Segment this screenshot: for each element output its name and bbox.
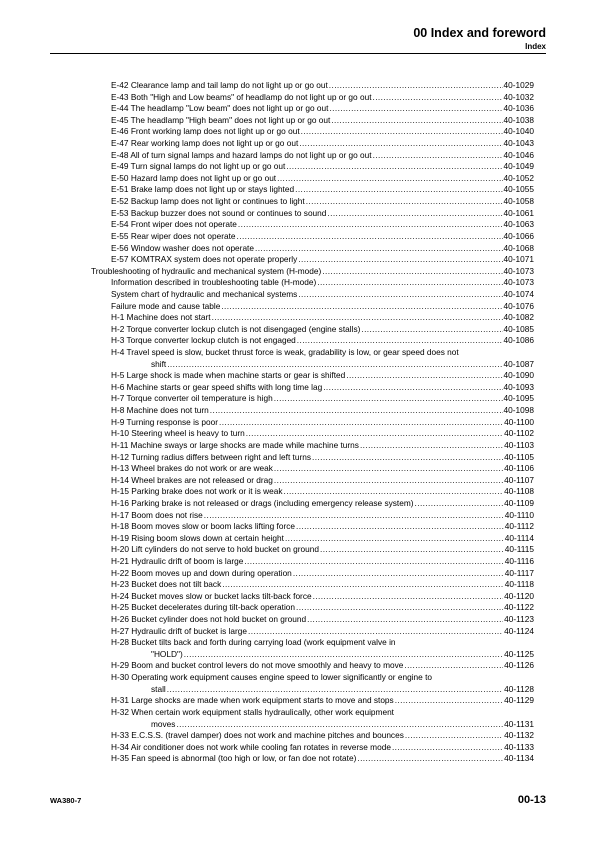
dot-leader (296, 521, 504, 533)
entry-title: E-44 The headlamp "Low beam" does not light up or go out (111, 103, 329, 114)
entry-title: H-1 Machine does not start (111, 312, 211, 323)
entry-page: 40-1040 (503, 126, 534, 137)
entry-page: 40-1128 (504, 683, 534, 694)
index-entry (0, 243, 596, 255)
entry-title: H-4 Travel speed is slow, bucket thrust force is weak, gradability is low, or gear speed does not (111, 347, 459, 358)
entry-page: 40-1100 (504, 416, 534, 427)
entry-title: E-43 Both "High and Low beams" of headlamp do not light up or go out (111, 91, 372, 102)
dot-leader (331, 115, 502, 127)
entry-page: 40-1120 (504, 590, 534, 601)
entry-page: 40-1066 (503, 230, 534, 241)
entry-page: 40-1132 (504, 730, 534, 741)
index-entry (0, 370, 596, 382)
index-entry (0, 277, 596, 289)
entry-title: H-28 Bucket tilts back and forth during carrying load (work equipment valve in (111, 637, 396, 648)
index-entry (0, 533, 596, 545)
index-entry-continuation (0, 719, 596, 731)
entry-page: 40-1114 (504, 532, 534, 543)
entry-title: H-3 Torque converter lockup clutch is not engaged (111, 335, 296, 346)
entry-title: H-34 Air conditioner does not work while cooling fan rotates in reverse mode (111, 741, 391, 752)
entry-title: Failure mode and cause table (111, 300, 221, 311)
index-entry (0, 312, 596, 324)
index-entry (0, 219, 596, 231)
entry-title: E-50 Hazard lamp does not light up or go out (111, 172, 277, 183)
dot-leader (246, 428, 503, 440)
entry-page: 40-1086 (503, 335, 534, 346)
entry-page: 40-1122 (504, 602, 534, 613)
entry-page: 40-1090 (503, 370, 534, 381)
dot-leader (274, 393, 503, 405)
index-entry (0, 126, 596, 138)
dot-leader (299, 138, 502, 150)
section-subtitle: Index (525, 42, 546, 51)
entry-title: E-53 Backup buzzer does not sound or continues to sound (111, 207, 327, 218)
index-entry (0, 753, 596, 765)
index-entry (0, 510, 596, 522)
index-section-heading (0, 266, 596, 278)
dot-leader (255, 243, 503, 255)
entry-page: 40-1036 (503, 103, 534, 114)
dot-leader (222, 579, 504, 591)
index-entry (0, 405, 596, 417)
index-entry (0, 672, 596, 684)
dot-leader (274, 463, 503, 475)
dot-leader (313, 591, 504, 603)
entry-page: 40-1134 (504, 753, 534, 764)
entry-page: 40-1082 (503, 312, 534, 323)
entry-page: 40-1117 (504, 567, 534, 578)
dot-leader (301, 126, 503, 138)
entry-page: 40-1046 (503, 149, 534, 160)
dot-leader (361, 324, 502, 336)
entry-page: 40-1107 (504, 474, 534, 485)
index-entry (0, 335, 596, 347)
index-entry (0, 138, 596, 150)
index-entry (0, 591, 596, 603)
entry-page: 40-1068 (503, 242, 534, 253)
entry-page: 40-1098 (503, 405, 534, 416)
entry-title: H-18 Boom moves slow or boom lacks lifting force (111, 521, 295, 532)
dot-leader (373, 150, 503, 162)
dot-leader (395, 695, 503, 707)
dot-leader (219, 417, 503, 429)
dot-leader (184, 649, 503, 661)
dot-leader (286, 161, 502, 173)
entry-title: H-33 E.C.S.S. (travel damper) does not work and machine pitches and bounces (111, 730, 404, 741)
dot-leader (296, 602, 503, 614)
entry-page: 40-1038 (503, 114, 534, 125)
dot-leader (373, 92, 503, 104)
index-entry (0, 660, 596, 672)
entry-page: 40-1085 (503, 323, 534, 334)
entry-page: 40-1109 (504, 497, 534, 508)
entry-page: 40-1074 (503, 288, 534, 299)
entry-page: 40-1049 (503, 161, 534, 172)
entry-title: E-51 Brake lamp does not light up or stays lighted (111, 184, 295, 195)
entry-title: H-9 Turning response is poor (111, 416, 218, 427)
index-entry (0, 301, 596, 313)
entry-title: H-12 Turning radius differs between right and left turns (111, 451, 312, 462)
dot-leader (323, 382, 502, 394)
entry-page: 40-1029 (503, 80, 534, 90)
dot-leader (167, 684, 503, 696)
entry-page: 40-1106 (504, 463, 534, 474)
entry-page: 40-1102 (504, 428, 534, 439)
entry-title: System chart of hydraulic and mechanical systems (111, 288, 298, 299)
dot-leader (284, 486, 504, 498)
index-entry (0, 196, 596, 208)
index-entry (0, 173, 596, 185)
index-entry (0, 463, 596, 475)
index-entry (0, 80, 596, 92)
index-entry (0, 184, 596, 196)
entry-title: H-26 Bucket cylinder does not hold bucket on ground (111, 614, 307, 625)
dot-leader (295, 184, 502, 196)
index-entry (0, 393, 596, 405)
entry-title-continued: shift (151, 358, 167, 369)
entry-page: 40-1103 (504, 439, 534, 450)
dot-leader (298, 289, 502, 301)
entry-title: H-21 Hydraulic drift of boom is large (111, 555, 244, 566)
entry-title: H-23 Bucket does not tilt back (111, 579, 222, 590)
dot-leader (415, 498, 504, 510)
entry-title: H-25 Bucket decelerates during tilt-back operation (111, 602, 296, 613)
entry-page: 40-1073 (503, 277, 534, 288)
entry-title: E-47 Rear working lamp does not light up or go out (111, 138, 299, 149)
index-entry-continuation (0, 684, 596, 696)
header-divider (50, 53, 546, 54)
dot-leader (167, 359, 502, 371)
index-entry (0, 568, 596, 580)
index-entry (0, 475, 596, 487)
entry-title: H-7 Torque converter oil temperature is high (111, 393, 273, 404)
index-entry (0, 556, 596, 568)
index-entry (0, 730, 596, 742)
index-entry (0, 521, 596, 533)
index-entry (0, 602, 596, 614)
dot-leader (176, 719, 503, 731)
entry-title: E-46 Front working lamp does not light up or go out (111, 126, 300, 137)
entry-title: H-17 Boom does not rise (111, 509, 203, 520)
index-entry (0, 544, 596, 556)
dot-leader (327, 208, 502, 220)
entry-title: E-45 The headlamp "High beam" does not light up or go out (111, 114, 331, 125)
entry-page: 40-1093 (503, 381, 534, 392)
entry-page: 40-1071 (503, 254, 534, 265)
entry-title: H-29 Boom and bucket control levers do not move smoothly and heavy to move (111, 660, 404, 671)
entry-title: E-52 Backup lamp does not light or continues to light (111, 196, 305, 207)
index-entry (0, 347, 596, 359)
entry-title: E-57 KOMTRAX system does not operate properly (111, 254, 298, 265)
entry-title: H-35 Fan speed is abnormal (too high or low, or fan doe not rotate) (111, 753, 357, 764)
dot-leader (285, 533, 504, 545)
entry-title: H-5 Large shock is made when machine starts or gear is shifted (111, 370, 346, 381)
entry-title: H-19 Rising boom slows down at certain height (111, 532, 284, 543)
dot-leader (244, 556, 503, 568)
dot-leader (329, 103, 502, 115)
entry-page: 40-1105 (504, 451, 534, 462)
entry-title: H-31 Large shocks are made when work equipment starts to move and stops (111, 695, 394, 706)
entry-page: 40-1095 (503, 393, 534, 404)
dot-leader (360, 440, 503, 452)
entry-page: 40-1131 (504, 718, 534, 729)
index-entry (0, 161, 596, 173)
entry-title: H-11 Machine sways or large shocks are made while machine turns (111, 439, 359, 450)
index-entry-continuation (0, 649, 596, 661)
entry-page: 40-1073 (503, 265, 534, 276)
page-number: 00-13 (517, 794, 546, 806)
index-entry (0, 695, 596, 707)
dot-leader (237, 231, 503, 243)
entry-page: 40-1108 (504, 486, 534, 497)
entry-title-continued: moves (151, 718, 176, 729)
entry-page: 40-1061 (503, 207, 534, 218)
index-entry (0, 452, 596, 464)
entry-page: 40-1052 (503, 172, 534, 183)
entry-title: E-56 Window washer does not operate (111, 242, 254, 253)
entry-title: H-6 Machine starts or gear speed shifts with long time lag (111, 381, 323, 392)
entry-page: 40-1116 (504, 555, 534, 566)
entry-title: H-30 Operating work equipment causes engine speed to lower significantly or engine to (111, 672, 432, 683)
entry-page: 40-1115 (504, 544, 534, 555)
entry-title: Information described in troubleshooting table (H-mode) (111, 277, 317, 288)
entry-page: 40-1063 (503, 219, 534, 230)
entry-title: H-10 Steering wheel is heavy to turn (111, 428, 245, 439)
index-entry (0, 115, 596, 127)
entry-title: H-15 Parking brake does not work or it is weak (111, 486, 283, 497)
dot-leader (238, 219, 503, 231)
entry-title: H-22 Boom moves up and down during operation (111, 567, 292, 578)
index-entry (0, 440, 596, 452)
section-title: 00 Index and foreword (413, 26, 546, 40)
entry-page: 40-1125 (504, 648, 534, 659)
entry-page: 40-1133 (504, 741, 534, 752)
dot-leader (346, 370, 502, 382)
dot-leader (298, 254, 502, 266)
dot-leader (293, 568, 504, 580)
index-entry (0, 254, 596, 266)
dot-leader (322, 266, 502, 278)
index-entry (0, 324, 596, 336)
dot-leader (404, 660, 503, 672)
entry-page: 40-1123 (504, 614, 534, 625)
dot-leader (210, 405, 503, 417)
dot-leader (248, 626, 503, 638)
entry-title: H-32 When certain work equipment stalls hydraulically, other work equipment (111, 706, 394, 717)
dot-leader (317, 277, 502, 289)
dot-leader (320, 544, 504, 556)
entry-title: Troubleshooting of hydraulic and mechanical system (H-mode) (91, 265, 322, 276)
entry-page: 40-1110 (504, 509, 534, 520)
entry-title: E-54 Front wiper does not operate (111, 219, 237, 230)
index-entry (0, 150, 596, 162)
index-entry (0, 208, 596, 220)
entry-title: H-13 Wheel brakes do not work or are weak (111, 463, 273, 474)
dot-leader (297, 335, 503, 347)
entry-title: H-16 Parking brake is not released or drags (including emergency release system) (111, 497, 414, 508)
index-entry (0, 289, 596, 301)
dot-leader (329, 80, 503, 92)
index-entry (0, 498, 596, 510)
dot-leader (306, 196, 503, 208)
entry-title: E-42 Clearance lamp and tail lamp do not light up or go out (111, 80, 328, 90)
entry-title: E-49 Turn signal lamps do not light up or go out (111, 161, 286, 172)
index-entry (0, 637, 596, 649)
dot-leader (212, 312, 503, 324)
index-entry (0, 103, 596, 115)
entry-page: 40-1087 (503, 358, 534, 369)
dot-leader (405, 730, 503, 742)
model-number: WA380-7 (50, 796, 82, 805)
entry-title: H-27 Hydraulic drift of bucket is large (111, 625, 248, 636)
entry-page: 40-1129 (504, 695, 534, 706)
entry-title: H-8 Machine does not turn (111, 405, 209, 416)
entry-title: H-24 Bucket moves slow or bucket lacks tilt-back force (111, 590, 312, 601)
dot-leader (274, 475, 503, 487)
index-entry (0, 579, 596, 591)
dot-leader (221, 301, 502, 313)
entry-title: H-14 Wheel brakes are not released or drag (111, 474, 273, 485)
entry-title: H-20 Lift cylinders do not serve to hold bucket on ground (111, 544, 320, 555)
entry-title: H-2 Torque converter lockup clutch is not disengaged (engine stalls) (111, 323, 361, 334)
dot-leader (204, 510, 504, 522)
dot-leader (312, 452, 503, 464)
entry-page: 40-1058 (503, 196, 534, 207)
entry-page: 40-1118 (504, 579, 534, 590)
index-entry (0, 742, 596, 754)
entry-page: 40-1055 (503, 184, 534, 195)
dot-leader (307, 614, 503, 626)
index-entry (0, 486, 596, 498)
index-entry (0, 626, 596, 638)
index-entry (0, 417, 596, 429)
dot-leader (392, 742, 503, 754)
dot-leader (277, 173, 502, 185)
index-entry-continuation (0, 359, 596, 371)
entry-title: E-55 Rear wiper does not operate (111, 230, 236, 241)
entry-page: 40-1112 (504, 521, 534, 532)
index-entry (0, 231, 596, 243)
index-entry (0, 707, 596, 719)
entry-page: 40-1032 (503, 91, 534, 102)
index-list (0, 80, 596, 765)
index-entry (0, 382, 596, 394)
entry-page: 40-1126 (504, 660, 534, 671)
entry-title-continued: stall (151, 683, 166, 694)
entry-page: 40-1124 (504, 625, 534, 636)
entry-title: E-48 All of turn signal lamps and hazard lamps do not light up or go out (111, 149, 372, 160)
entry-title-continued: "HOLD") (151, 648, 183, 659)
index-entry (0, 428, 596, 440)
index-entry (0, 92, 596, 104)
index-entry (0, 614, 596, 626)
entry-page: 40-1043 (503, 138, 534, 149)
entry-page: 40-1076 (503, 300, 534, 311)
dot-leader (357, 753, 503, 765)
